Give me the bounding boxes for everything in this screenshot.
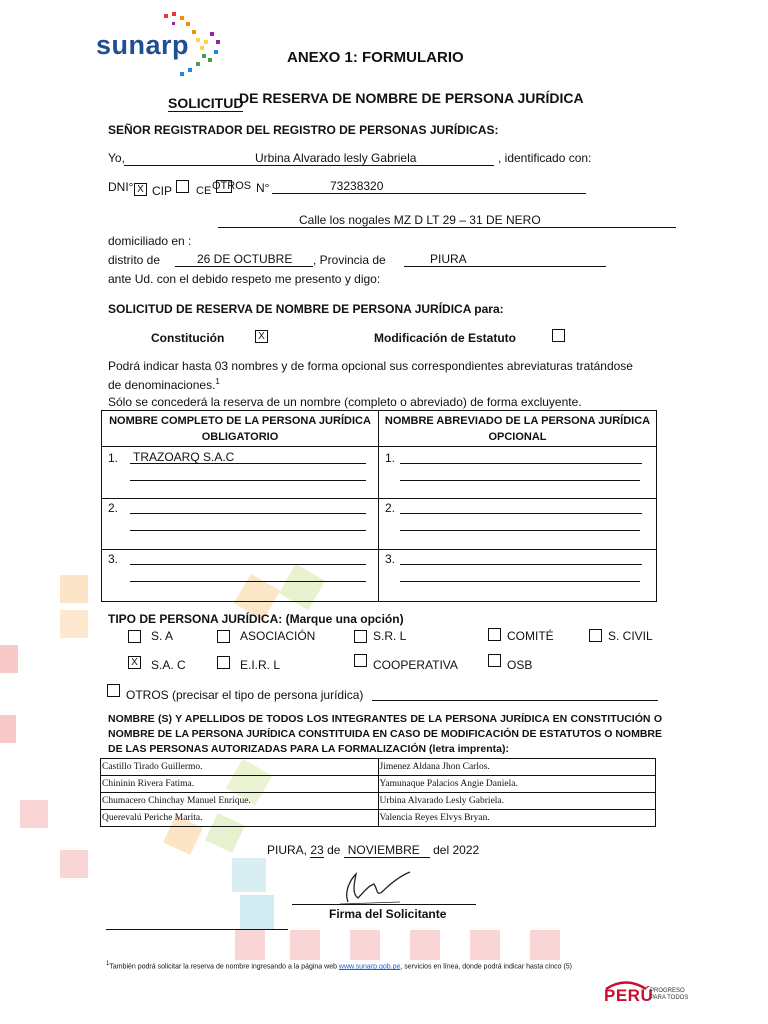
- member-cell: Castillo Tirado Guillermo.: [101, 759, 379, 776]
- constitucion-checkbox[interactable]: X: [255, 330, 268, 343]
- note-line-3: Sólo se concederá la reserva de un nombre (completo o abreviado) de forma excluyente.: [108, 395, 582, 409]
- row1-num-right: 1.: [385, 451, 396, 465]
- sa-label: S. A: [151, 629, 174, 643]
- date-de: de: [327, 843, 341, 857]
- otros-type-field[interactable]: [372, 686, 658, 701]
- ce-label: CE: [196, 185, 212, 197]
- signature-line: [292, 904, 476, 905]
- modificacion-checkbox[interactable]: [552, 329, 565, 342]
- entity-type-heading: TIPO DE PERSONA JURÍDICA: (Marque una opción): [108, 612, 404, 626]
- date-year: 2022: [452, 843, 480, 857]
- footnote-link[interactable]: www.sunarp.gob.pe: [338, 963, 401, 971]
- srl-checkbox[interactable]: [354, 630, 367, 643]
- names-table: [101, 410, 657, 602]
- member-cell: Querevalú Periche Marita.: [101, 810, 379, 827]
- row1-full-name-line2: [130, 480, 366, 481]
- constitucion-label: Constitución: [151, 331, 225, 345]
- row1-abbr-field[interactable]: [400, 450, 642, 464]
- names-table-header-border: [102, 446, 656, 447]
- domiciled-label: domiciliado en :: [108, 234, 192, 248]
- note-line-1: Podrá indicar hasta 03 nombres y de forma opcional sus correspondientes abreviaturas tratándose: [108, 359, 633, 373]
- asociacion-label: ASOCIACIÓN: [240, 629, 316, 643]
- otros-doc-label: OTROS: [212, 180, 252, 192]
- address-value: Calle los nogales MZ D LT 29 – 31 DE NERO: [299, 213, 541, 227]
- sunarp-logo-text: sunarp: [96, 30, 190, 60]
- applicant-name-field[interactable]: [124, 151, 494, 166]
- srl-label: S.R. L: [373, 629, 407, 643]
- scivil-label: S. CIVIL: [608, 629, 653, 643]
- date-day: 23: [310, 843, 324, 857]
- yo-label: Yo,: [108, 151, 125, 165]
- identified-label: , identificado con:: [498, 151, 592, 165]
- address-field[interactable]: [218, 213, 676, 228]
- names-table-row-border-1: [102, 498, 656, 499]
- note-footnote-ref: 1: [215, 377, 220, 386]
- form-subtitle: DE RESERVA DE NOMBRE DE PERSONA JURÍDICA: [239, 90, 584, 106]
- member-cell: Jimenez Aldana Jhon Carlos.: [378, 759, 656, 776]
- peru-logo: [604, 980, 704, 1010]
- member-cell: Yamunaque Palacios Angie Daniela.: [378, 776, 656, 793]
- dni-label: DNI°: [108, 180, 134, 194]
- col2-header: [379, 413, 656, 445]
- addressee: SEÑOR REGISTRADOR DEL REGISTRO DE PERSONAS JURÍDICAS:: [108, 123, 499, 137]
- eirl-label: E.I.R. L: [240, 658, 281, 672]
- col1-header-line2: OBLIGATORIO: [201, 431, 279, 443]
- otros-type-checkbox[interactable]: [107, 684, 120, 697]
- row2-full-name-line2: [130, 530, 366, 531]
- col1-header-line1: NOMBRE COMPLETO DE LA PERSONA JURÍDICA: [109, 415, 371, 427]
- cooperativa-checkbox[interactable]: [354, 654, 367, 667]
- signature-label: Firma del Solicitante: [329, 907, 447, 921]
- sa-checkbox[interactable]: [128, 630, 141, 643]
- closing-text: ante Ud. con el debido respeto me presento y digo:: [108, 272, 381, 286]
- form-title: ANEXO 1: FORMULARIO: [287, 49, 464, 66]
- member-cell: Valencia Reyes Elvys Bryan.: [378, 810, 656, 827]
- doc-number: 73238320: [330, 179, 384, 193]
- row3-abbr-line2: [400, 581, 640, 582]
- row2-full-name-field[interactable]: [130, 500, 366, 514]
- members-heading: NOMBRE (S) Y APELLIDOS DE TODOS LOS INTEGRANTES DE LA PERSONA JURÍDICA EN CONSTITUCIÓN O NOMBRE DE LA PERSONA JURÍDICA CONSTITUIDA EN CASO DE MODIFICACIÓN DE ESTATUTOS O NOMBRE DE LAS PERSONAS AUTORIZADAS PARA LA FORMALIZACIÓN (letra imprenta):: [108, 713, 662, 755]
- row1-num-left: 1.: [108, 451, 119, 465]
- note-line-2-text: de denominaciones.: [108, 378, 216, 392]
- footnote-separator: [106, 929, 288, 930]
- table-row: [101, 810, 656, 827]
- member-cell: Urbina Alvarado Lesly Gabriela.: [378, 793, 656, 810]
- scivil-checkbox[interactable]: [589, 629, 602, 642]
- peru-logo-tagline: [650, 988, 688, 1002]
- dni-checkbox[interactable]: X: [134, 183, 147, 196]
- row3-full-name-field[interactable]: [130, 551, 366, 565]
- osb-checkbox[interactable]: [488, 654, 501, 667]
- note-line-2: [108, 377, 220, 392]
- table-row: [101, 759, 656, 776]
- member-cell: Chumacero Chinchay Manuel Enrique.: [101, 793, 379, 810]
- cooperativa-label: COOPERATIVA: [373, 658, 458, 672]
- footnote-number: 1: [106, 961, 110, 967]
- col2-header-line1: NOMBRE ABREVIADO DE LA PERSONA JURÍDICA: [384, 415, 651, 427]
- row1-full-name: TRAZOARQ S.A.C: [133, 450, 235, 464]
- asociacion-checkbox[interactable]: [217, 630, 230, 643]
- cip-label: CIP: [152, 184, 173, 198]
- eirl-checkbox[interactable]: [217, 656, 230, 669]
- date-city: PIURA,: [267, 843, 308, 857]
- province-label: , Provincia de: [313, 253, 386, 267]
- col1-header: [102, 413, 378, 445]
- date-month: NOVIEMBRE: [344, 843, 430, 858]
- district-value: 26 DE OCTUBRE: [197, 252, 293, 266]
- row2-abbr-line2: [400, 530, 640, 531]
- comite-checkbox[interactable]: [488, 628, 501, 641]
- row3-abbr-field[interactable]: [400, 551, 642, 565]
- otros-type-label: OTROS (precisar el tipo de persona jurídica): [126, 688, 364, 702]
- date-del: del: [433, 843, 450, 857]
- comite-label: COMITÉ: [507, 629, 554, 643]
- sac-label: S.A. C: [151, 658, 186, 672]
- province-field[interactable]: [404, 252, 606, 267]
- nro-label: N°: [256, 181, 270, 195]
- peru-logo-tag2: PARA TODOS: [650, 995, 689, 1001]
- province-value: PIURA: [430, 252, 467, 266]
- osb-label: OSB: [507, 658, 533, 672]
- col2-header-line2: OPCIONAL: [488, 431, 547, 443]
- row1-full-name-field[interactable]: [130, 450, 366, 464]
- members-table: [100, 758, 656, 827]
- table-row: [101, 776, 656, 793]
- sunarp-logo: [96, 10, 241, 80]
- signature-scribble: [330, 862, 420, 906]
- row3-num-right: 3.: [385, 552, 396, 566]
- sac-checkbox[interactable]: X: [128, 656, 141, 669]
- row3-full-name-line2: [130, 581, 366, 582]
- peru-logo-word: PERÚ: [604, 986, 654, 1005]
- names-table-row-border-2: [102, 549, 656, 550]
- doc-number-field[interactable]: [272, 179, 586, 194]
- form-solicitud-label: SOLICITUD: [168, 95, 244, 111]
- table-row: [101, 793, 656, 810]
- district-field[interactable]: [175, 252, 313, 267]
- footnote: [106, 961, 572, 970]
- row2-num-left: 2.: [108, 501, 119, 515]
- cip-checkbox[interactable]: [176, 180, 189, 193]
- modificacion-label: Modificación de Estatuto: [374, 331, 517, 345]
- peru-logo-tag1: PROGRESO: [650, 988, 685, 994]
- applicant-name: Urbina Alvarado lesly Gabriela: [255, 151, 417, 165]
- district-label: distrito de: [108, 253, 161, 267]
- row1-abbr-line2: [400, 480, 640, 481]
- date-line: [267, 843, 479, 857]
- footnote-text-before: También podrá solicitar la reserva de nombre ingresando a la página web: [109, 963, 339, 971]
- row2-abbr-field[interactable]: [400, 500, 642, 514]
- row3-num-left: 3.: [108, 552, 119, 566]
- member-cell: Chininin Rivera Fatima.: [101, 776, 379, 793]
- row2-num-right: 2.: [385, 501, 396, 515]
- footnote-text-after: , servicios en línea, donde podrá indicar hasta cinco (5): [400, 963, 573, 971]
- request-heading: SOLICITUD DE RESERVA DE NOMBRE DE PERSONA JURÍDICA para:: [108, 302, 504, 316]
